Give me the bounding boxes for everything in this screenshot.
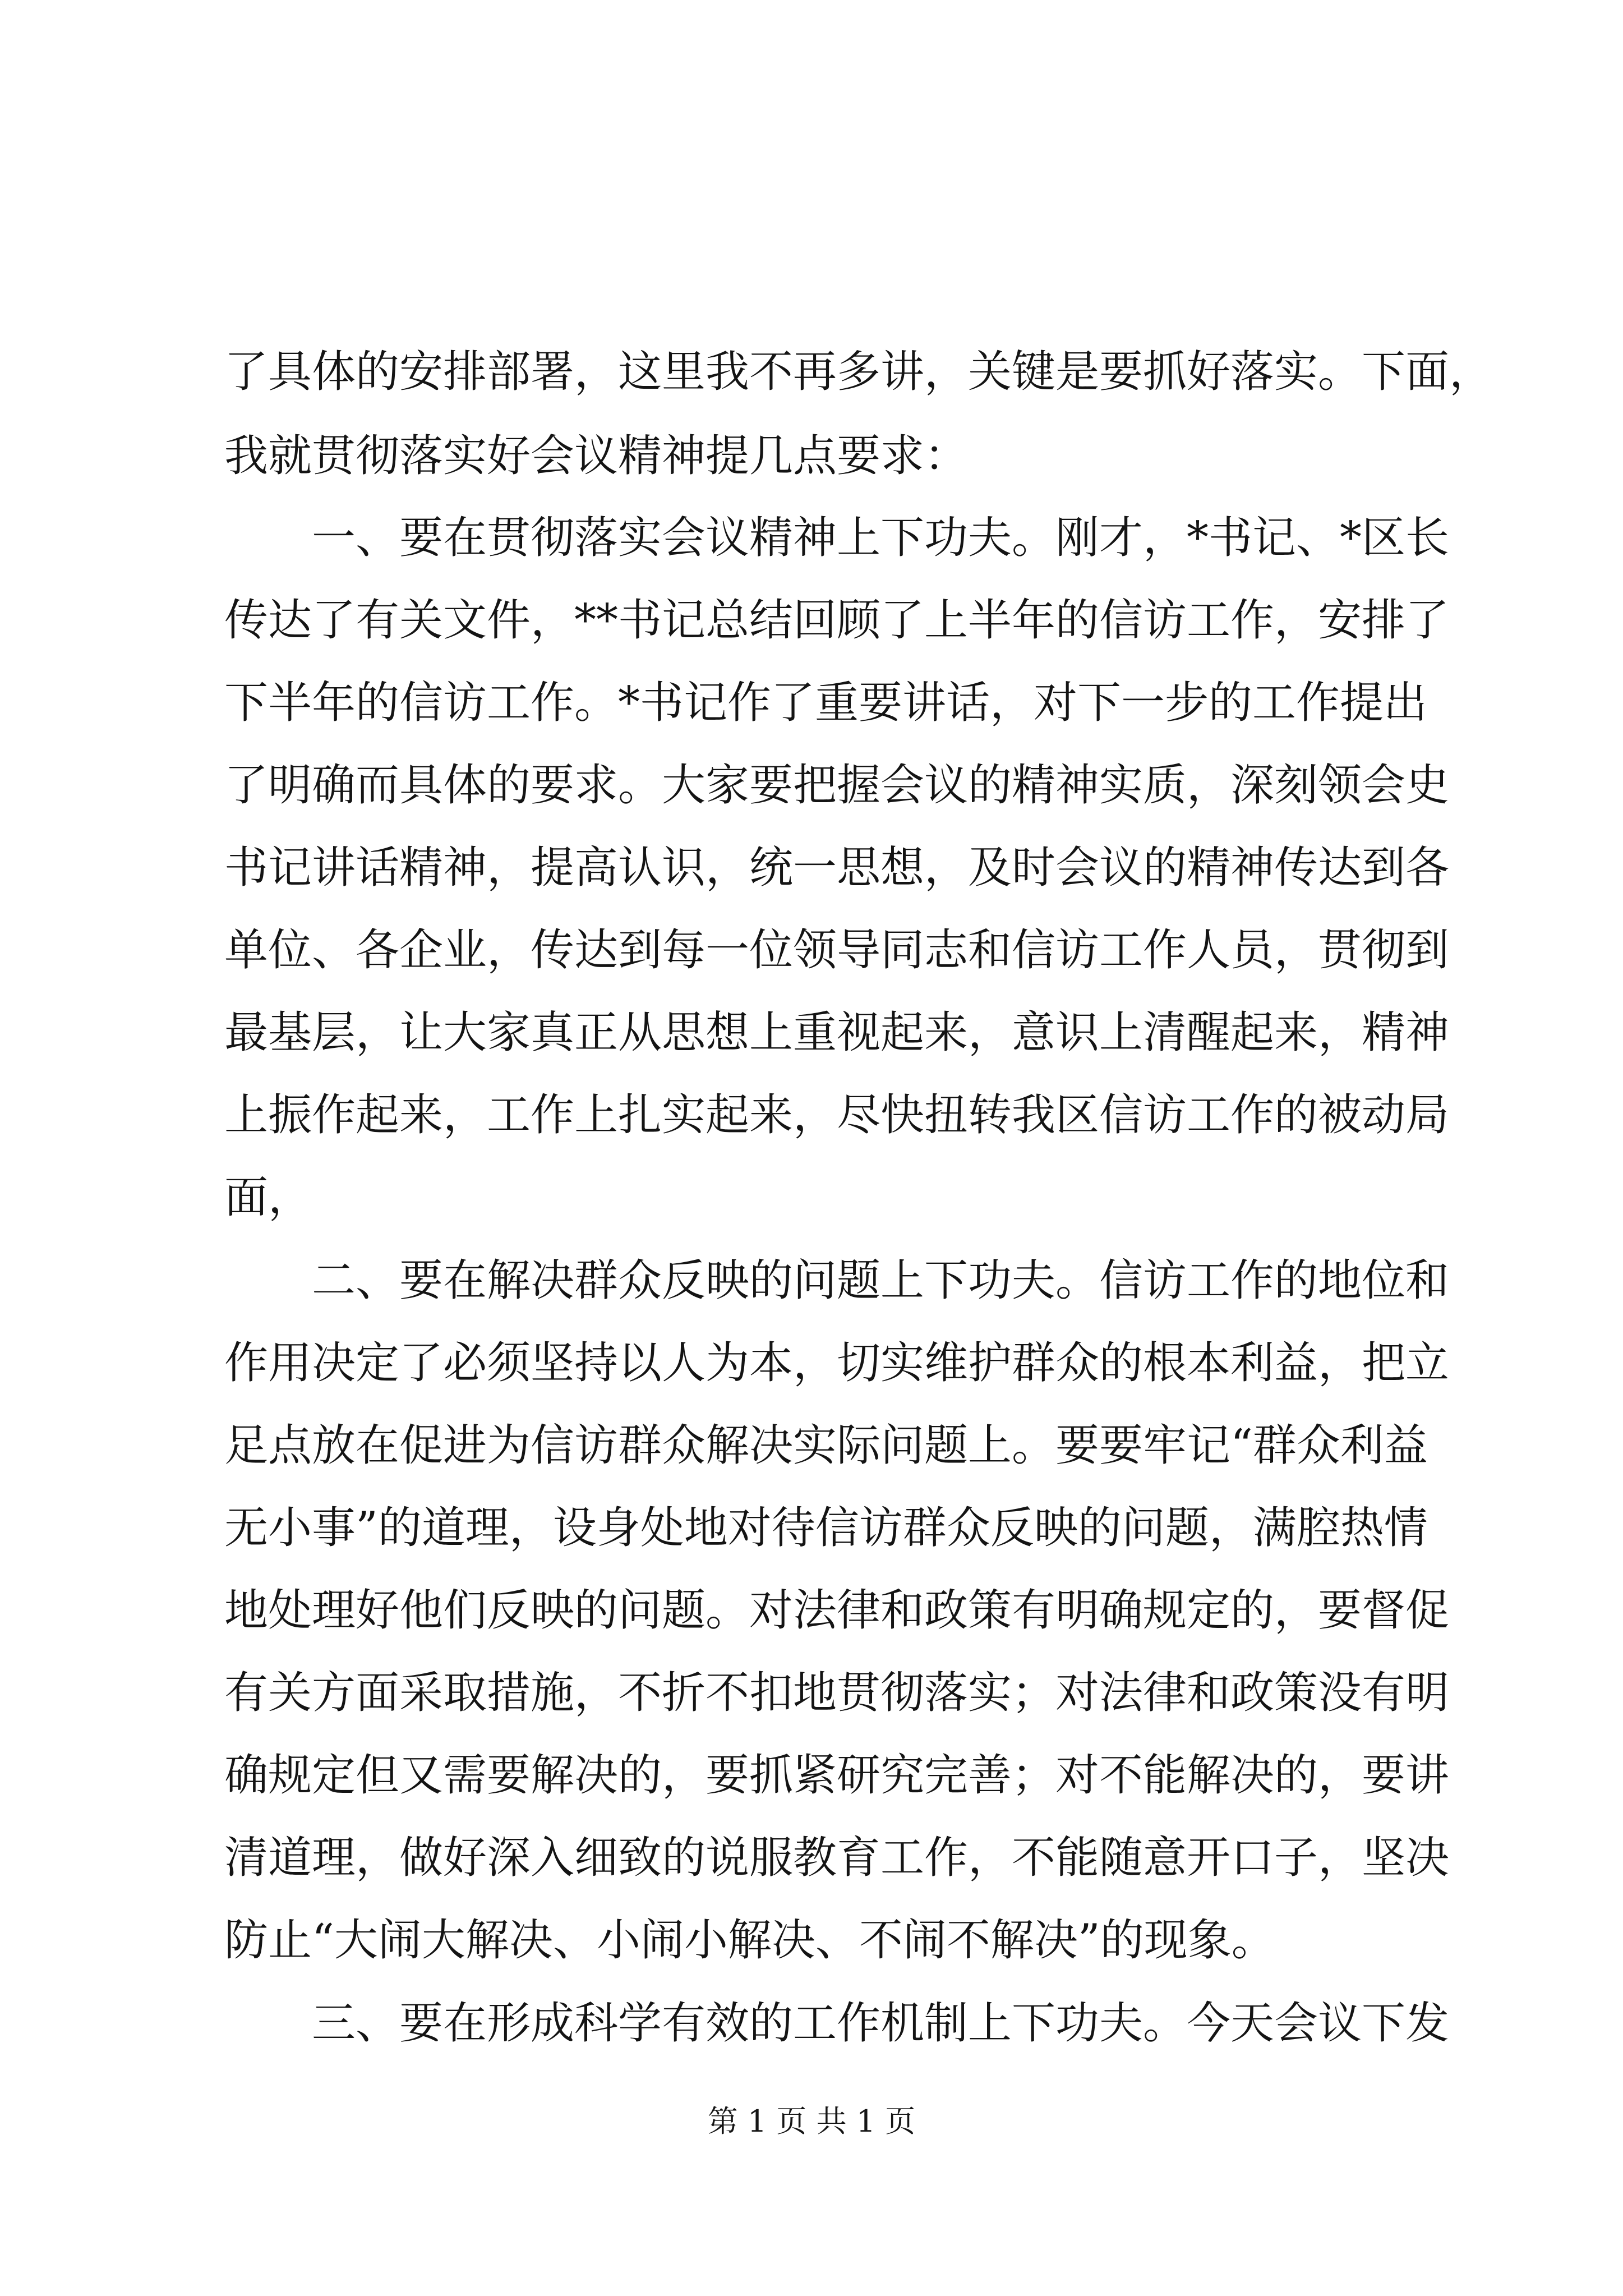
text-line: 我就贯彻落实好会议精神提几点要求： [224,431,969,481]
text-line: 下半年的信访工作。*书记作了重要讲话，对下一步的工作提出 [224,678,1428,728]
text-line: 传达了有关文件，**书记总结回顾了上半年的信访工作，安排了 [224,595,1450,646]
text-line: 三、要在形成科学有效的工作机制上下功夫。今天会议下发 [224,1998,1450,2049]
text-line: 无小事”的道理，设身处地对待信访群众反映的问题，满腔热情 [224,1503,1428,1553]
text-line: 书记讲话精神，提高认识，统一思想，及时会议的精神传达到各 [224,843,1450,893]
text-line: 确规定但又需要解决的，要抓紧研究完善；对不能解决的，要讲 [224,1750,1450,1801]
text-line: 一、要在贯彻落实会议精神上下功夫。刚才，*书记、*区长 [224,513,1450,563]
text-line: 上振作起来，工作上扎实起来，尽快扭转我区信访工作的被动局 [224,1090,1450,1140]
text-line: 了明确而具体的要求。大家要把握会议的精神实质，深刻领会史 [224,760,1450,811]
text-line: 了具体的安排部署，这里我不再多讲，关键是要抓好落实。下面， [224,347,1493,397]
text-line: 作用决定了必须坚持以人为本，切实维护群众的根本利益，把立 [224,1338,1450,1388]
text-line: 清道理，做好深入细致的说服教育工作，不能随意开口子，坚决 [224,1833,1450,1883]
text-line: 足点放在促进为信访群众解决实际问题上。要要牢记“群众利益 [224,1420,1428,1471]
text-line: 二、要在解决群众反映的问题上下功夫。信访工作的地位和 [224,1255,1450,1306]
text-line: 防止“大闹大解决、小闹小解决、不闹不解决”的现象。 [224,1915,1275,1966]
text-line: 单位、各企业，传达到每一位领导同志和信访工作人员，贯彻到 [224,925,1450,976]
text-line: 面， [224,1172,312,1223]
text-line: 地处理好他们反映的问题。对法律和政策有明确规定的，要督促 [224,1585,1450,1636]
text-line: 最基层，让大家真正从思想上重视起来，意识上清醒起来，精神 [224,1007,1450,1058]
page-number-footer: 第 1 页 共 1 页 [707,2104,916,2139]
text-line: 有关方面采取措施，不折不扣地贯彻落实；对法律和政策没有明 [224,1668,1450,1718]
